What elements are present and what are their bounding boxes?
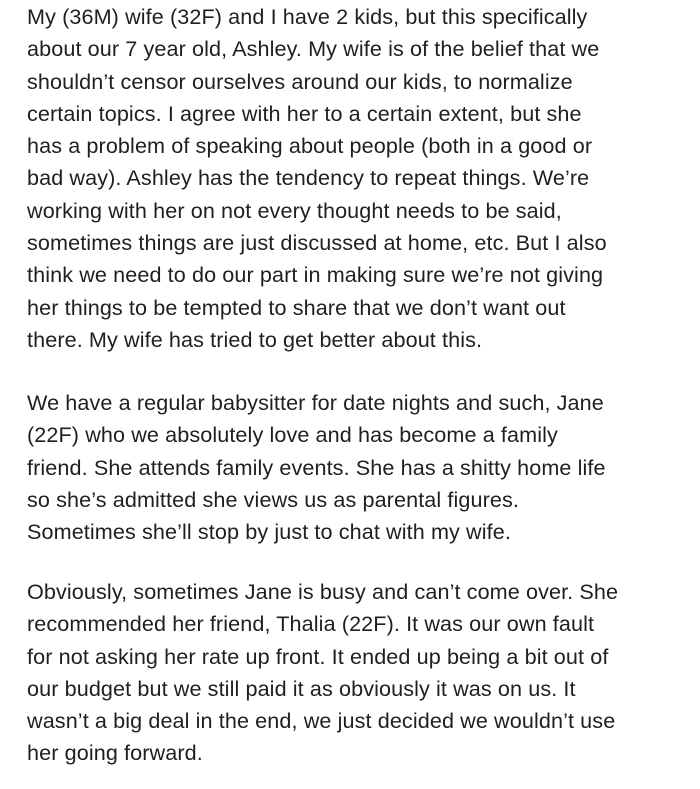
text-line: her going forward. [27,740,203,766]
text-line: there. My wife has tried to get better about this. [27,326,483,352]
text-line: friend. She attends family events. She has a shitty home life [27,454,606,480]
text-line: our budget but we still paid it as obviously it was on us. It [27,675,576,701]
paragraph-3 [27,576,618,770]
paragraph-2 [27,387,606,548]
text-line: (22F) who we absolutely love and has become a family [27,422,558,448]
text-line: shouldn’t censor ourselves around our kids, to normalize [27,68,573,94]
text-line: so she’s admitted she views us as parental figures. [27,486,520,512]
text-line: working with her on not every thought needs to be said, [27,197,562,223]
text-line: her things to be tempted to share that we don’t want out [27,294,566,320]
text-line: Obviously, sometimes Jane is busy and can’t come over. She [27,579,619,604]
text-line: We have a regular babysitter for date nights and such, Jane [27,390,604,415]
text-line: sometimes things are just discussed at home, etc. But I also [27,230,607,256]
text-line: My (36M) wife (32F) and I have 2 kids, but this specifically [27,4,588,29]
text-line: about our 7 year old, Ashley. My wife is of the belief that we [27,36,600,62]
text-line: certain topics. I agree with her to a certain extent, but she [27,100,582,126]
text-line: Sometimes she’ll stop by just to chat with my wife. [27,519,511,545]
text-line: wasn’t a big deal in the end, we just decided we wouldn’t use [27,708,616,734]
text-line: recommended her friend, Thalia (22F). It was our own fault [27,611,595,637]
text-line: has a problem of speaking about people (both in a good or [27,133,593,159]
text-line: think we need to do our part in making sure we’re not giving [27,262,604,288]
paragraph-1 [27,1,607,356]
text-line: bad way). Ashley has the tendency to repeat things. We’re [27,165,590,191]
text-line: for not asking her rate up front. It ended up being a bit out of [27,643,609,669]
